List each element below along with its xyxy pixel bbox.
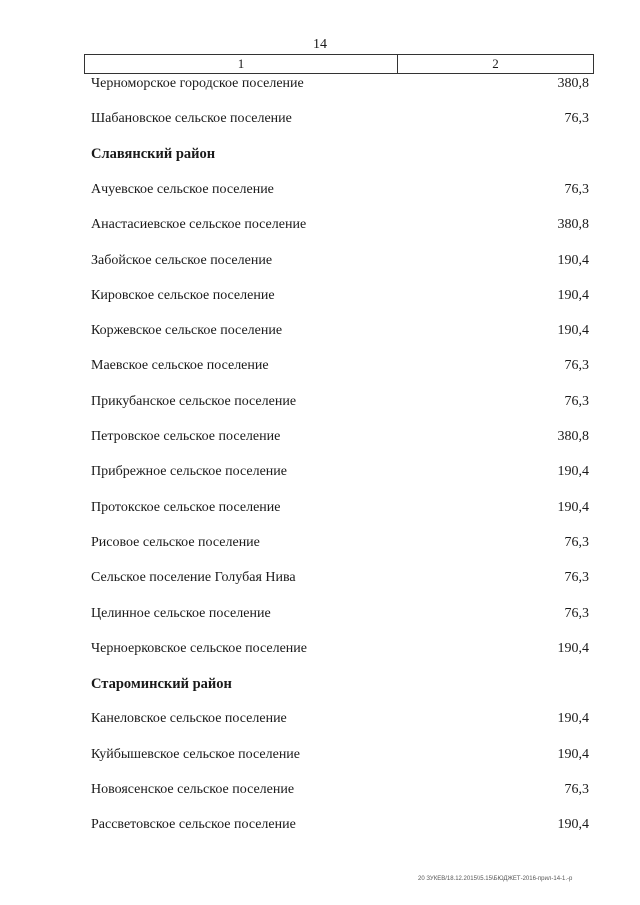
amount-value: 76,3 [564, 111, 589, 127]
settlement-name: Кировское сельское поселение [91, 287, 275, 303]
table-row [91, 249, 589, 273]
column-2-header: 2 [492, 56, 499, 71]
district-heading-row [91, 143, 589, 167]
page-number: 14 [313, 37, 327, 52]
footer-file-path: 20 ЗУКЕВ/18.12.2015\\5.15\БЮДЖЕТ-2016-прил-14-1.-р [418, 876, 573, 882]
amount-value: 76,3 [564, 570, 589, 586]
table-row [91, 213, 589, 237]
table-row [91, 707, 589, 731]
amount-value: 190,4 [557, 499, 589, 515]
amount-value: 190,4 [557, 746, 589, 762]
amount-value: 190,4 [557, 711, 589, 727]
settlement-name: Целинное сельское поселение [91, 605, 271, 621]
amount-value: 190,4 [557, 323, 589, 339]
table-row [91, 390, 589, 414]
settlement-name: Канеловское сельское поселение [91, 711, 287, 727]
table-row [91, 566, 589, 590]
table-row [91, 531, 589, 555]
settlement-name: Анастасиевское сельское поселение [91, 217, 307, 233]
amount-value: 190,4 [557, 287, 589, 303]
settlement-name: Черноерковское сельское поселение [91, 640, 307, 656]
settlement-name: Коржевское сельское поселение [91, 323, 283, 339]
settlement-name: Новоясенское сельское поселение [91, 782, 295, 797]
settlement-name: Рисовое сельское поселение [91, 534, 260, 550]
table-header [84, 54, 594, 74]
table-row [91, 637, 589, 661]
amount-value: 76,3 [564, 605, 589, 621]
amount-value: 76,3 [564, 181, 589, 197]
column-1-header: 1 [85, 55, 398, 73]
table-row [91, 284, 589, 308]
amount-value: 380,8 [557, 217, 589, 233]
amount-value: 76,3 [564, 534, 589, 550]
district-name: Славянский район [91, 146, 216, 163]
table-row [91, 743, 589, 767]
settlement-name: Забойское сельское поселение [91, 252, 273, 268]
amount-value: 76,3 [564, 358, 589, 374]
amount-value: 380,8 [557, 429, 589, 444]
table-row [91, 813, 589, 837]
table-row [91, 72, 589, 96]
table-row [91, 602, 589, 626]
table-row [91, 425, 589, 449]
amount-value: 190,4 [557, 252, 589, 268]
district-name: Староминский район [91, 675, 232, 692]
amount-value: 190,4 [557, 464, 589, 480]
table-row [91, 778, 589, 802]
amount-value: 76,3 [564, 393, 589, 409]
table-row [91, 496, 589, 520]
settlement-name: Куйбышевское сельское поселение [91, 746, 301, 762]
table-row [91, 107, 589, 131]
settlement-name: Петровское сельское поселение [91, 429, 281, 444]
settlement-name: Черноморское городское поселение [91, 76, 304, 91]
amount-value: 190,4 [557, 640, 589, 656]
settlement-name: Маевское сельское поселение [91, 358, 269, 374]
table-row [91, 319, 589, 343]
amount-value: 190,4 [557, 817, 589, 833]
settlement-name: Прибрежное сельское поселение [91, 464, 287, 480]
settlement-name: Ачуевское сельское поселение [91, 181, 274, 197]
settlement-name: Прикубанское сельское поселение [91, 393, 297, 409]
table-row [91, 460, 589, 484]
table-row [91, 354, 589, 378]
settlement-name: Рассветовское сельское поселение [91, 817, 296, 833]
amount-value: 76,3 [564, 782, 589, 797]
settlement-name: Шабановское сельское поселение [91, 111, 292, 127]
district-heading-row [91, 672, 589, 696]
amount-value: 380,8 [557, 76, 589, 91]
settlement-name: Сельское поселение Голубая Нива [91, 570, 296, 586]
table-row [91, 178, 589, 202]
settlement-name: Протокское сельское поселение [91, 499, 281, 515]
